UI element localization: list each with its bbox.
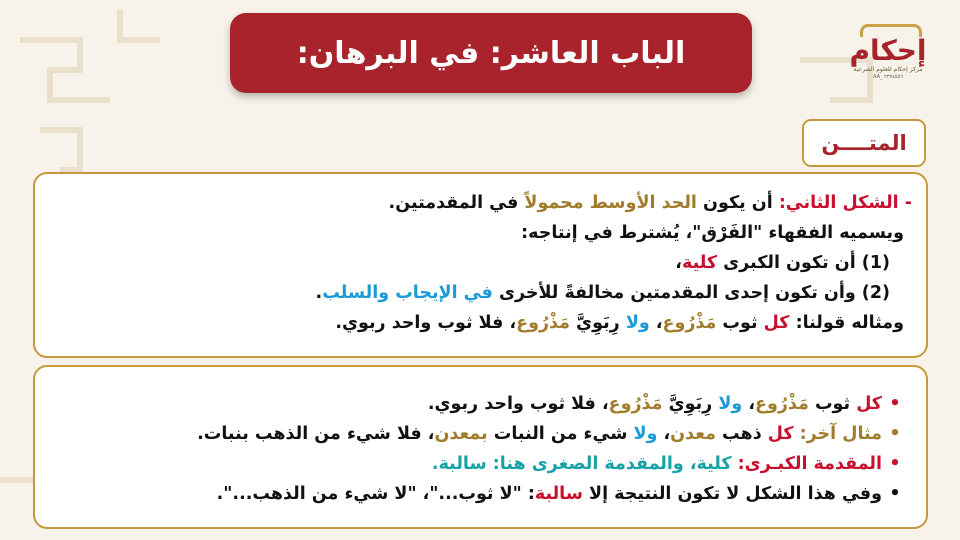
bullet-icon: • (889, 424, 901, 444)
text-segment: كلية (681, 253, 718, 273)
text-segment: ولا (718, 394, 743, 414)
matn-line-4 (55, 278, 912, 308)
text-segment: شيء من النبات (487, 424, 634, 444)
text-segment: مَذْرُوع (755, 394, 809, 414)
text-segment: ، فلا ثوب واحد ربوي. (427, 394, 609, 414)
text-segment: (1) أن تكون الكبرى (717, 253, 890, 273)
text-segment: كل (767, 424, 794, 444)
text-segment: معدن (670, 424, 716, 444)
text-segment: كل (856, 394, 882, 414)
explanation-item-1 (55, 389, 908, 419)
logo-subtitle: مركز إحكام للعلوم الشرعية (853, 66, 923, 73)
text-segment: ، (649, 313, 663, 333)
matn-line-5 (55, 308, 912, 338)
text-segment: أن يكون (696, 193, 779, 213)
text-segment: وفي هذا الشكل لا تكون النتيجة إلا (582, 484, 882, 504)
explanation-item-3 (55, 449, 908, 479)
text-segment: ، فلا ثوب واحد ربوي. (335, 313, 517, 333)
brand-logo (846, 22, 930, 94)
text-segment: في المقدمتين. (388, 193, 525, 213)
text-segment: كل (763, 313, 790, 333)
matn-box (33, 172, 928, 358)
text-segment: ، (742, 394, 755, 414)
bullet-icon: • (889, 454, 901, 474)
text-segment: المقدمة الكبـرى: (731, 454, 882, 474)
text-segment: . (315, 283, 323, 303)
text-segment: : "لا ثوب..."، "لا شيء من الذهب...". (216, 484, 535, 504)
text-segment: ولا (625, 313, 650, 333)
text-segment: مَذْرُوع (516, 313, 570, 333)
logo-word: إحكام (849, 34, 927, 67)
explanation-item-4 (55, 479, 908, 509)
logo-roof-icon (860, 24, 922, 37)
matn-label: المتــــن (802, 119, 926, 167)
text-segment: . (431, 454, 439, 474)
text-segment: مثال آخر: (793, 424, 882, 444)
text-segment: رِبَوِيَّ (662, 394, 719, 414)
text-segment: ثوب (716, 313, 764, 333)
text-segment: سالبة (534, 484, 583, 504)
matn-line-3 (55, 248, 912, 278)
page-title: الباب العاشر: في البرهان: (296, 35, 686, 71)
explanation-item-2 (55, 419, 908, 449)
text-segment: ولا (633, 424, 658, 444)
bullet-icon: • (889, 484, 901, 504)
explanation-box (33, 365, 928, 529)
text-segment: (2) وأن تكون إحدى المقدمتين مخالفةً للأخرى (492, 283, 890, 303)
text-segment: في الإيجاب والسلب (322, 283, 493, 303)
text-segment: ويسميه الفقهاء "الفَرْق"، يُشترط في إنتاجه: (521, 223, 904, 243)
bullet-icon: • (889, 394, 901, 414)
text-segment: رِبَوِيَّ (569, 313, 626, 333)
text-segment: بمعدن (434, 424, 488, 444)
text-segment: سالبة (438, 454, 487, 474)
text-segment: ، (657, 424, 671, 444)
matn-line-1 (55, 188, 912, 218)
title-banner (230, 13, 752, 93)
text-segment: ، فلا شيء من الذهب بنبات. (197, 424, 435, 444)
text-segment: مَذْرُوع (608, 394, 663, 414)
text-segment: مَذْرُوع (662, 313, 717, 333)
text-segment: الحد الأوسط محمولاً (524, 193, 697, 213)
text-segment: ثوب (808, 394, 857, 414)
text-segment: كلية (696, 454, 732, 474)
logo-code: AA_ ۲۳۷٤٥٥٦ (873, 74, 903, 80)
text-segment: ، (675, 253, 682, 273)
matn-line-2 (55, 218, 912, 248)
text-segment: ، والمقدمة الصغرى هنا: (486, 454, 697, 474)
text-segment: - الشكل الثاني: (778, 193, 912, 213)
text-segment: ذهب (715, 424, 768, 444)
text-segment: ومثاله قولنا: (789, 313, 904, 333)
